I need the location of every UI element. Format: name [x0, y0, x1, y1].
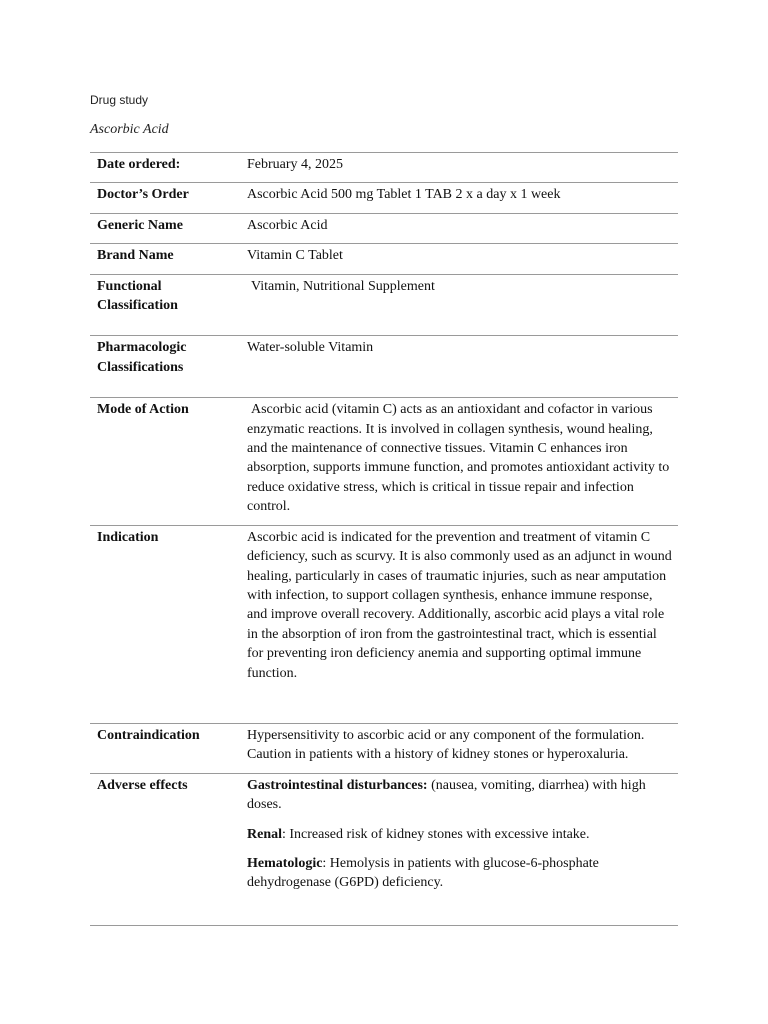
functional-classification-label-line1: Functional — [97, 278, 162, 294]
generic-name-label: Generic Name — [90, 213, 247, 243]
adverse-effects-cell — [247, 773, 678, 925]
adverse-effects-label: Adverse effects — [90, 773, 247, 925]
table-row-contraindication — [90, 723, 678, 773]
mode-of-action-value: Ascorbic acid (vitamin C) acts as an antioxidant and cofactor in various enzymatic reactions. It is involved in collagen synthesis, wound healing, and the maintenance of connective tissues. Vitamin C enhances iron absorption, supports immune function, and promotes antioxidant activity to reduce oxidative stress, which is critical in tissue repair and infection control. — [247, 402, 670, 515]
generic-name-value: Ascorbic Acid — [247, 213, 678, 243]
date-ordered-label: Date ordered: — [90, 153, 247, 183]
table-row-mode-of-action — [90, 398, 678, 525]
functional-classification-label — [90, 274, 247, 336]
adverse-effect-heading: Gastrointestinal disturbances: — [247, 777, 428, 793]
adverse-effect-hematologic — [247, 854, 676, 893]
table-row-brand-name — [90, 244, 678, 274]
adverse-effect-renal — [247, 825, 676, 844]
table-row-doctors-order — [90, 183, 678, 213]
indication-label: Indication — [90, 525, 247, 723]
pharmacologic-classifications-label-line1: Pharmacologic — [97, 340, 187, 356]
contraindication-label: Contraindication — [90, 723, 247, 773]
pharmacologic-classifications-label — [90, 336, 247, 398]
doctors-order-label: Doctor’s Order — [90, 183, 247, 213]
table-row-functional-classification — [90, 274, 678, 336]
table-row-date-ordered — [90, 153, 678, 183]
pharmacologic-classifications-label-line2: Classifications — [97, 359, 184, 375]
contraindication-value: Hypersensitivity to ascorbic acid or any component of the formulation. Caution in patients with a history of kidney stones or hyperoxaluria. — [247, 723, 678, 773]
adverse-effect-text: : Hemolysis in patients with glucose-6-phosphate dehydrogenase (G6PD) deficiency. — [247, 855, 599, 891]
brand-name-value: Vitamin C Tablet — [247, 244, 678, 274]
document-header: Drug study — [90, 93, 149, 107]
adverse-effect-gastrointestinal — [247, 776, 676, 815]
mode-of-action-cell — [247, 398, 678, 525]
date-ordered-value: February 4, 2025 — [247, 153, 678, 183]
drug-title: Ascorbic Acid — [90, 122, 169, 137]
table-row-pharmacologic-classifications — [90, 336, 678, 398]
functional-classification-label-line2: Classification — [97, 298, 178, 314]
functional-classification-cell — [247, 274, 678, 336]
table-row-indication — [90, 525, 678, 723]
mode-of-action-label: Mode of Action — [90, 398, 247, 525]
drug-study-table — [90, 152, 678, 926]
indication-value: Ascorbic acid is indicated for the prevention and treatment of vitamin C deficiency, such as scurvy. It is also commonly used as an adjunct in wound healing, particularly in cases of traumatic injuries, such as near amputation with infection, to support collagen synthesis, enhance immune response, and improve overall recovery. Additionally, ascorbic acid plays a vital role in the absorption of iron from the gastrointestinal tract, which is essential for preventing iron deficiency anemia and supporting optimal immune function. — [247, 525, 678, 723]
brand-name-label: Brand Name — [90, 244, 247, 274]
functional-classification-value: Vitamin, Nutritional Supplement — [251, 278, 435, 294]
adverse-effect-text: (nausea, vomiting, diarrhea) with high doses. — [247, 777, 646, 813]
adverse-effect-heading: Renal — [247, 826, 282, 842]
table-row-generic-name — [90, 213, 678, 243]
adverse-effect-heading: Hematologic — [247, 855, 323, 871]
pharmacologic-classifications-value: Water-soluble Vitamin — [247, 336, 678, 398]
adverse-effect-text: : Increased risk of kidney stones with excessive intake. — [282, 826, 590, 842]
doctors-order-value: Ascorbic Acid 500 mg Tablet 1 TAB 2 x a day x 1 week — [247, 183, 678, 213]
table-row-adverse-effects — [90, 773, 678, 925]
